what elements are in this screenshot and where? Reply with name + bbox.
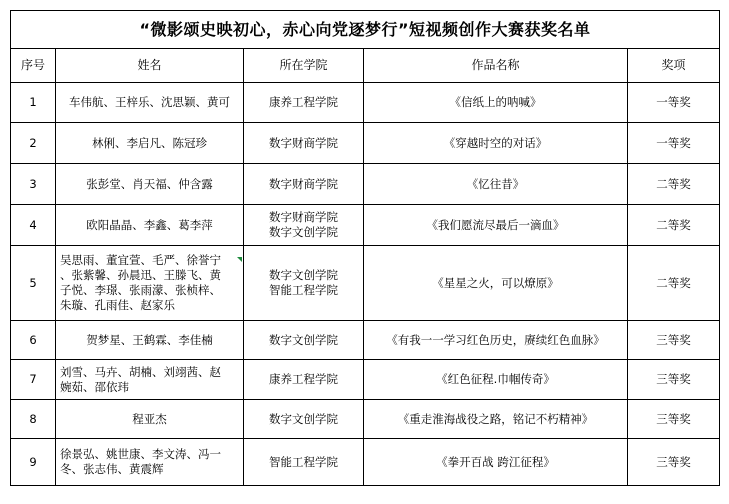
cell-no[interactable]: 2 xyxy=(11,123,56,164)
cell-work-title[interactable]: 《穿越时空的对话》 xyxy=(364,123,628,164)
table-row xyxy=(11,321,720,360)
cell-work-title[interactable]: 《拳开百战 跨江征程》 xyxy=(364,439,628,486)
cell-names[interactable] xyxy=(56,360,244,400)
college-line: 数字财商学院 xyxy=(269,176,338,191)
cell-names[interactable] xyxy=(56,205,244,246)
cell-no[interactable]: 3 xyxy=(11,164,56,205)
names-line: 林俐、李启凡、陈冠珍 xyxy=(92,135,207,150)
names-line: 吴思雨、董宜萱、毛严、徐誉宁 xyxy=(60,253,221,267)
cell-college[interactable] xyxy=(244,246,364,321)
header-cell-award[interactable]: 奖项 xyxy=(628,49,720,83)
cell-no[interactable]: 5 xyxy=(11,246,56,321)
names-line: 刘雪、马卉、胡楠、刘翊茜、赵 xyxy=(60,364,221,379)
award-list-table xyxy=(10,10,720,486)
names-line: 欧阳晶晶、李鑫、葛李萍 xyxy=(86,217,213,232)
names-line: 婉茹、邵依玮 xyxy=(60,379,129,394)
cell-college[interactable] xyxy=(244,123,364,164)
cell-no[interactable]: 8 xyxy=(11,400,56,439)
cell-work-title[interactable]: 《有我一一学习红色历史，赓续红色血脉》 xyxy=(364,321,628,360)
cell-names[interactable] xyxy=(56,400,244,439)
cell-names[interactable] xyxy=(56,83,244,123)
college-line: 智能工程学院 xyxy=(269,283,338,297)
cell-work-title[interactable]: 《重走淮海战役之路，铭记不朽精神》 xyxy=(364,400,628,439)
college-line: 数字财商学院 xyxy=(269,135,338,150)
names-line: 、张紫馨、孙晨迅、王滕飞、黄 xyxy=(60,268,221,282)
table-row xyxy=(11,400,720,439)
cell-names[interactable] xyxy=(56,164,244,205)
cell-award[interactable]: 二等奖 xyxy=(628,205,720,246)
cell-award[interactable]: 三等奖 xyxy=(628,360,720,400)
names-line: 徐景弘、姚世康、李文涛、冯一 xyxy=(60,447,221,461)
header-cell-college[interactable]: 所在学院 xyxy=(244,49,364,83)
names-line: 程亚杰 xyxy=(132,411,167,426)
cell-no[interactable]: 6 xyxy=(11,321,56,360)
college-line: 数字财商学院 xyxy=(269,210,338,224)
header-cell-no[interactable]: 序号 xyxy=(11,49,56,83)
names-line: 车伟航、王梓乐、沈思颖、黄可 xyxy=(69,95,230,109)
cell-names[interactable] xyxy=(56,246,244,321)
table-title[interactable]: “微影颂史映初心，赤心向党逐梦行”短视频创作大赛获奖名单 xyxy=(11,11,720,49)
college-line: 数字文创学院 xyxy=(269,332,338,347)
names-line: 冬、张志伟、黄震辉 xyxy=(60,462,164,476)
table-row xyxy=(11,246,720,321)
cell-college[interactable] xyxy=(244,439,364,486)
header-row xyxy=(11,49,720,83)
cell-no[interactable]: 7 xyxy=(11,360,56,400)
names-line: 子悦、李璟、张雨濛、张桢梓、 xyxy=(60,283,221,297)
cell-work-title[interactable]: 《红色征程.巾帼传奇》 xyxy=(364,360,628,400)
table-row xyxy=(11,439,720,486)
college-line: 康养工程学院 xyxy=(269,372,338,386)
cell-award[interactable]: 一等奖 xyxy=(628,123,720,164)
cell-comment-marker xyxy=(237,257,242,262)
cell-names[interactable] xyxy=(56,439,244,486)
college-line: 数字文创学院 xyxy=(269,411,338,426)
table-row xyxy=(11,123,720,164)
table-row xyxy=(11,164,720,205)
cell-names[interactable] xyxy=(56,123,244,164)
cell-award[interactable]: 三等奖 xyxy=(628,400,720,439)
header-cell-name[interactable]: 姓名 xyxy=(56,49,244,83)
cell-award[interactable]: 三等奖 xyxy=(628,321,720,360)
cell-work-title[interactable]: 《信纸上的呐喊》 xyxy=(364,83,628,123)
table-row xyxy=(11,360,720,400)
cell-award[interactable]: 三等奖 xyxy=(628,439,720,486)
table-row xyxy=(11,83,720,123)
cell-college[interactable] xyxy=(244,360,364,400)
college-line: 数字文创学院 xyxy=(269,225,338,239)
college-line: 康养工程学院 xyxy=(269,95,338,109)
header-cell-work[interactable]: 作品名称 xyxy=(364,49,628,83)
cell-college[interactable] xyxy=(244,164,364,205)
cell-award[interactable]: 二等奖 xyxy=(628,246,720,321)
college-line: 智能工程学院 xyxy=(269,454,338,469)
cell-work-title[interactable]: 《忆往昔》 xyxy=(364,164,628,205)
cell-no[interactable]: 4 xyxy=(11,205,56,246)
cell-work-title[interactable]: 《星星之火，可以燎原》 xyxy=(364,246,628,321)
cell-award[interactable]: 一等奖 xyxy=(628,83,720,123)
cell-college[interactable] xyxy=(244,321,364,360)
cell-no[interactable]: 9 xyxy=(11,439,56,486)
table-row xyxy=(11,205,720,246)
cell-college[interactable] xyxy=(244,400,364,439)
names-line: 张彭堂、肖天福、仲含露 xyxy=(86,176,213,191)
cell-award[interactable]: 二等奖 xyxy=(628,164,720,205)
names-line: 贺梦星、王鹤霖、李佳楠 xyxy=(86,332,213,347)
college-line: 数字文创学院 xyxy=(269,268,338,282)
names-line: 朱璇、孔雨佳、赵家乐 xyxy=(60,298,175,312)
cell-names[interactable] xyxy=(56,321,244,360)
cell-college[interactable] xyxy=(244,205,364,246)
cell-no[interactable]: 1 xyxy=(11,83,56,123)
cell-college[interactable] xyxy=(244,83,364,123)
cell-work-title[interactable]: 《我们愿流尽最后一滴血》 xyxy=(364,205,628,246)
